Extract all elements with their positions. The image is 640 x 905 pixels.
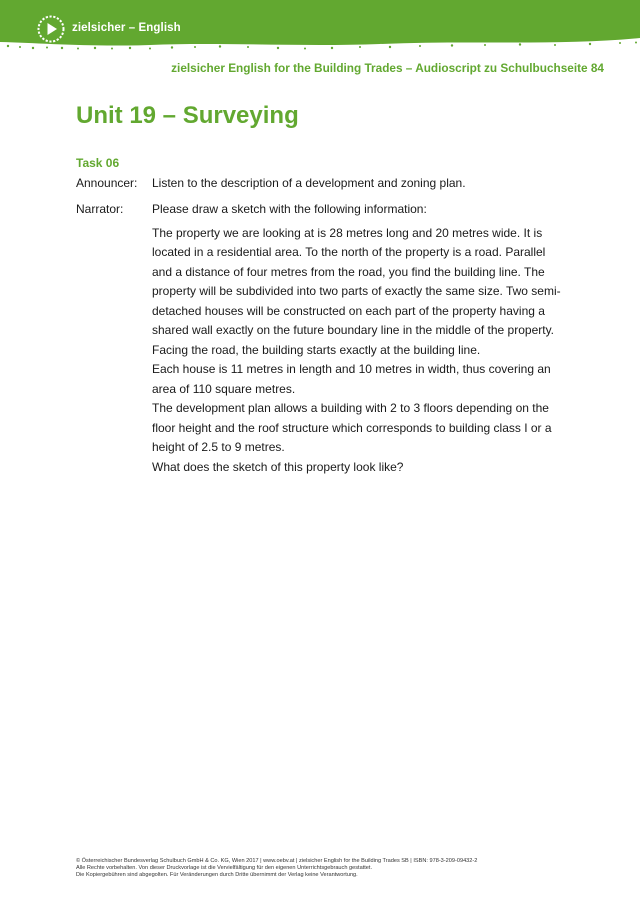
brand-name: zielsicher – English [72, 22, 181, 34]
narrator-paragraph: Please draw a sketch with the following information: [152, 202, 427, 216]
header-banner [0, 0, 640, 52]
play-button-icon [36, 14, 66, 44]
narrator-speaker: Narrator: [76, 202, 124, 216]
narrator-paragraph: Each house is 11 metres in length and 10 metres in width, thus covering an area of 110 square metres. [152, 362, 551, 396]
narrator-text [152, 200, 564, 477]
narrator-paragraph: The property we are looking at is 28 metres long and 20 metres wide. It is located in a residential area. To the north of the property is a road. Parallel and a distance of four metres from the road, you find the building line. The property will be subdivided into two parts of exactly the same size. Two semi-detached houses will be constructed on each part of the property having a shared wall exactly on the future boundary line in the middle of the property. Facing the road, the building starts exactly at the building line. [152, 225, 561, 357]
announcer-speaker: Announcer: [76, 176, 138, 190]
footer-line: Alle Rechte vorbehalten. Von dieser Druckvorlage ist die Vervielfältigung für den eigenen Unterrichtsgebrauch gestattet. [76, 865, 373, 872]
footer-line: Die Kopiergebühren sind abgegolten. Für Veränderungen durch Dritte übernimmt der Verlag keine Verantwortung. [76, 872, 358, 879]
unit-title: Unit 19 – Surveying [76, 102, 299, 129]
task-label: Task 06 [76, 156, 120, 170]
narrator-paragraph: What does the sketch of this property look like? [152, 459, 404, 474]
copyright-footer [76, 858, 477, 880]
narrator-paragraph: The development plan allows a building with 2 to 3 floors depending on the floor height and the roof structure which corresponds to building class I or a height of 2.5 to 9 metres. [152, 401, 552, 454]
footer-line: © Österreichischer Bundesverlag Schulbuch GmbH & Co. KG, Wien 2017 | www.oebv.at | zielsicher English for the Building Trades SB | ISBN: 978-3-209-09432-2 [76, 858, 478, 864]
page-header-line: zielsicher English for the Building Trades – Audioscript zu Schulbuchseite 84 [171, 61, 604, 75]
announcer-text: Listen to the description of a development and zoning plan. [152, 176, 466, 190]
brand-logo [36, 14, 181, 44]
